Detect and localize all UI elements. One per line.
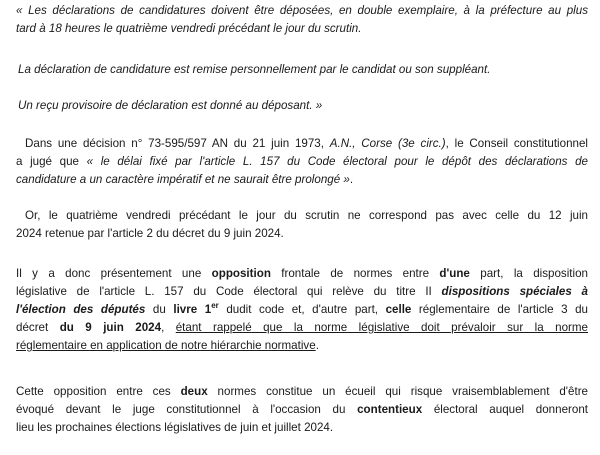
opposition-line xyxy=(16,319,588,337)
text-run: réglementaire de l'article 3 du xyxy=(411,303,588,316)
text-run: normes constitue un écueil qui risque vraisemblablement d'être xyxy=(207,385,588,398)
text-run: du xyxy=(145,303,174,316)
text-run: évoqué devant le juge constitutionnel à l'occasion du xyxy=(16,403,358,416)
decision-line xyxy=(16,153,588,171)
quote-paragraph-3: Un reçu provisoire de déclaration est donné au déposant. » xyxy=(18,99,323,112)
opposition-line xyxy=(16,283,588,301)
text-run: a jugé que xyxy=(16,155,87,168)
date-paragraph xyxy=(16,207,588,243)
quote-line: « Les déclarations de candidatures doivent être déposées, en double exemplaire, à la préfecture au plus xyxy=(16,4,588,17)
bold-term: livre 1 xyxy=(173,303,212,316)
date-line: 2024 retenue par l'article 2 du décret du 9 juin 2024. xyxy=(16,227,284,240)
bold-term: contentieux xyxy=(357,403,423,416)
conclusion-line xyxy=(16,383,588,401)
bold-term: du 9 juin 2024 xyxy=(59,321,162,334)
opposition-line xyxy=(16,301,588,319)
conclusion-line: lieu les prochaines élections législatives de juin et juillet 2024. xyxy=(16,421,334,434)
bold-term: opposition xyxy=(211,267,271,280)
decision-quote: « le délai fixé par l'article L. 157 du Code électoral pour le dépôt des déclarations de xyxy=(86,155,588,168)
quote-paragraph-2: La déclaration de candidature est remise personnellement par le candidat ou son suppléant. xyxy=(18,63,491,76)
opposition-line xyxy=(16,265,588,283)
bold-italic-term: dispositions spéciales à xyxy=(441,285,588,298)
conclusion-line xyxy=(16,401,588,419)
decision-line xyxy=(25,135,588,153)
text-run: Il y a donc présentement une xyxy=(16,267,212,280)
text-run: d'autre part, xyxy=(312,303,386,316)
text-run: législative de l'article L. 157 du Code électoral qui relève du titre II xyxy=(16,285,442,298)
text-run: décret xyxy=(16,321,60,334)
opposition-line xyxy=(16,337,588,355)
quote-paragraph-1 xyxy=(16,2,588,38)
underlined-text: réglementaire en application de notre hiérarchie normative xyxy=(16,339,316,352)
superscript: er xyxy=(211,301,219,311)
text-run: frontale de normes entre xyxy=(270,267,440,280)
quote-line: tard à 18 heures le quatrième vendredi précédant le jour du scrutin. xyxy=(16,22,362,35)
bold-italic-term: l'élection des députés xyxy=(16,303,146,316)
text-run: , xyxy=(161,321,176,334)
case-reference: A.N., Corse (3e circ.) xyxy=(329,137,446,150)
underlined-text: étant rappelé que la norme législative doit prévaloir sur la norme xyxy=(175,321,588,334)
text-run: , le Conseil constitutionnel xyxy=(445,137,588,150)
bold-term: d'une xyxy=(439,267,470,280)
text-run: . xyxy=(315,339,319,352)
bold-term: celle xyxy=(385,303,412,316)
decision-paragraph xyxy=(16,135,588,189)
text-run: part, la disposition xyxy=(469,267,588,280)
opposition-paragraph xyxy=(16,265,588,355)
decision-line xyxy=(16,171,588,189)
text-run: . xyxy=(349,173,354,186)
date-line: Or, le quatrième vendredi précédant le jour du scrutin ne correspond pas avec celle du 12 juin xyxy=(25,209,588,222)
bold-term: deux xyxy=(180,385,208,398)
text-run: électoral auquel donneront xyxy=(422,403,588,416)
text-run: dudit code et, xyxy=(218,303,313,316)
text-run: Dans une décision n° 73-595/597 AN du 21 juin 1973, xyxy=(25,137,330,150)
conclusion-paragraph xyxy=(16,383,588,437)
text-run: Cette opposition entre ces xyxy=(16,385,181,398)
decision-quote: candidature a un caractère impératif et ne saurait être prolongé » xyxy=(16,173,350,186)
